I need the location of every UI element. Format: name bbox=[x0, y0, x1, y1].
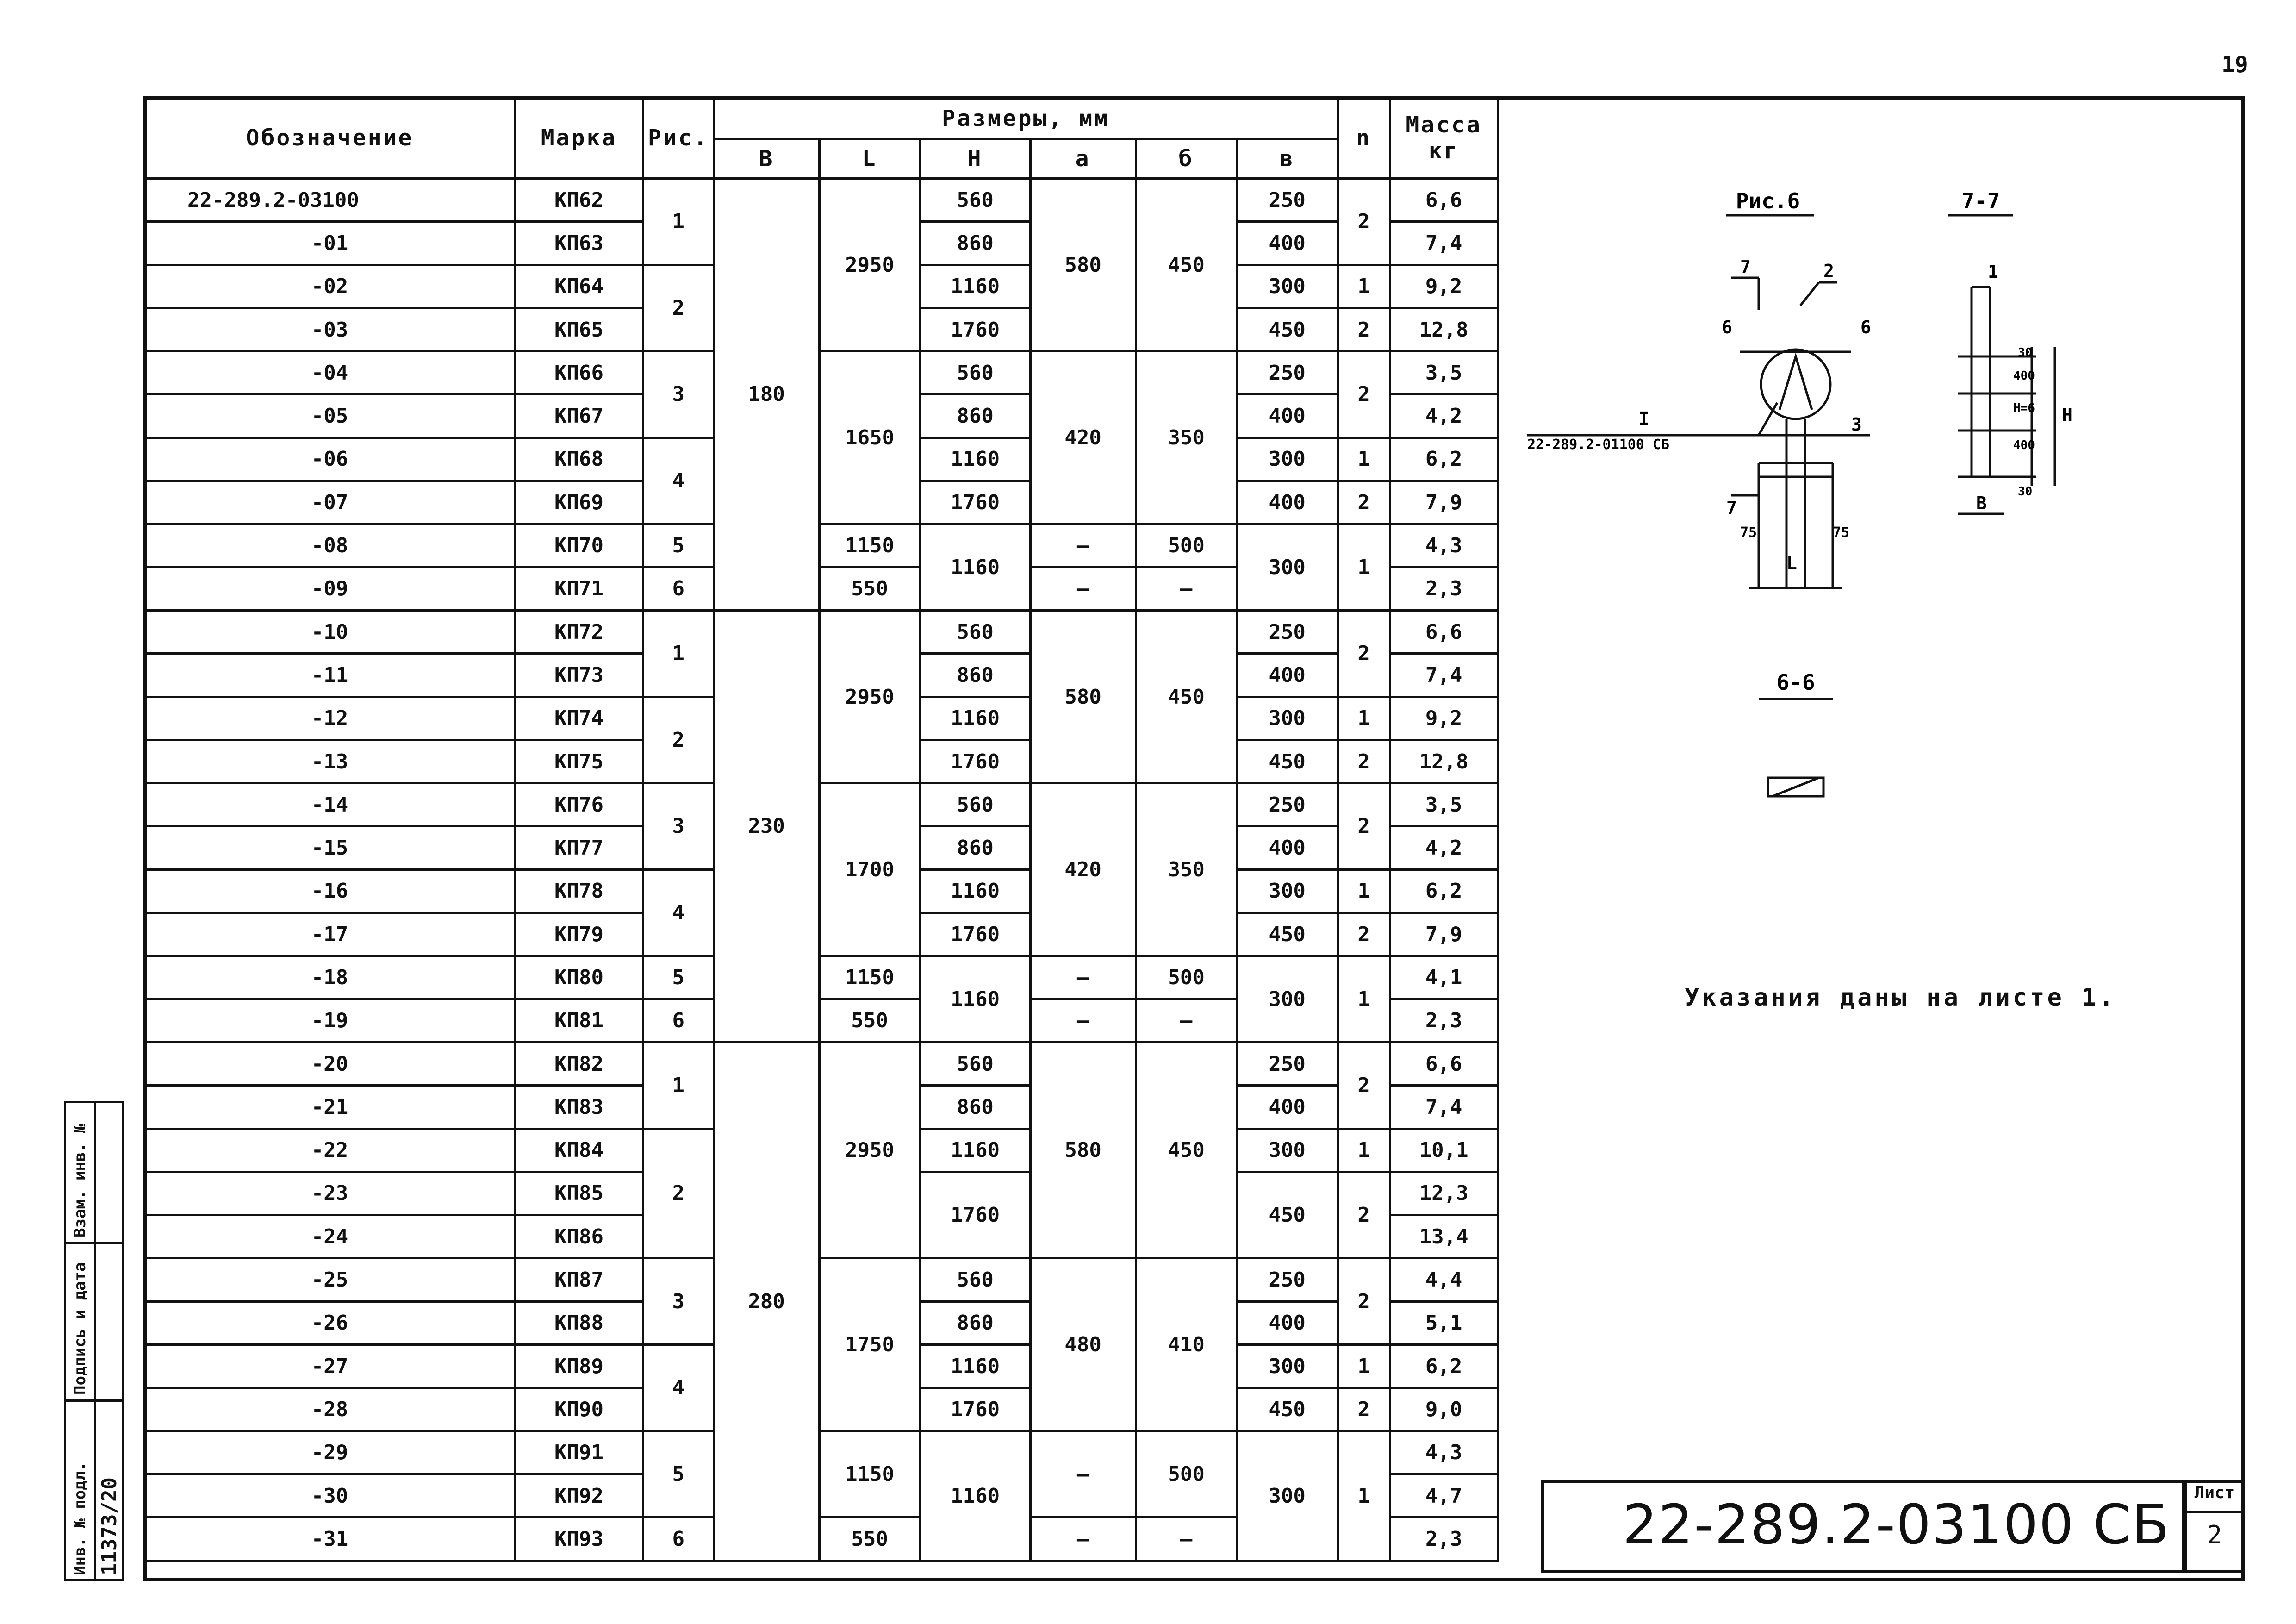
label-H: H bbox=[2062, 405, 2072, 425]
table-cell-a: — bbox=[1030, 1518, 1136, 1561]
header-designation: Обозначение bbox=[145, 98, 515, 179]
label-6: 6 bbox=[1722, 317, 1732, 337]
table-cell-designation: -13 bbox=[145, 740, 515, 783]
table-cell-H: 560 bbox=[920, 783, 1030, 826]
table-cell-fig: 6 bbox=[643, 999, 714, 1042]
table-cell-designation: 22-289.2-03100 bbox=[145, 179, 515, 222]
table-cell-v: 400 bbox=[1237, 1086, 1338, 1129]
table-cell-designation: -16 bbox=[145, 869, 515, 912]
table-cell-designation: -23 bbox=[145, 1172, 515, 1215]
table-cell-designation: -04 bbox=[145, 351, 515, 394]
table-cell-H: 1160 bbox=[920, 1431, 1030, 1561]
label-6b: 6 bbox=[1860, 317, 1871, 337]
table-cell-mass: 12,8 bbox=[1390, 308, 1498, 351]
table-cell-v: 250 bbox=[1237, 351, 1338, 394]
table-cell-mark: КП77 bbox=[515, 826, 643, 869]
table-cell-mass: 2,3 bbox=[1390, 567, 1498, 610]
table-cell-v: 450 bbox=[1237, 308, 1338, 351]
table-cell-mark: КП86 bbox=[515, 1215, 643, 1258]
table-cell-fig: 5 bbox=[643, 1431, 714, 1518]
label-7c: 7 bbox=[1726, 498, 1737, 518]
label-400-bot: 400 bbox=[2013, 438, 2035, 452]
table-cell-n: 2 bbox=[1338, 1172, 1390, 1258]
table-cell-H: 1760 bbox=[920, 1172, 1030, 1258]
table-cell-n: 2 bbox=[1338, 179, 1390, 265]
table-cell-mass: 3,5 bbox=[1390, 351, 1498, 394]
table-cell-v: 400 bbox=[1237, 1301, 1338, 1344]
table-cell-designation: -14 bbox=[145, 783, 515, 826]
table-cell-mark: КП69 bbox=[515, 481, 643, 524]
table-cell-B: 180 bbox=[714, 179, 819, 611]
table-cell-H: 1760 bbox=[920, 308, 1030, 351]
table-cell-designation: -06 bbox=[145, 437, 515, 481]
table-cell-designation: -20 bbox=[145, 1042, 515, 1085]
table-cell-b: 350 bbox=[1136, 351, 1237, 524]
table-cell-n: 2 bbox=[1338, 1258, 1390, 1345]
table-cell-v: 300 bbox=[1237, 437, 1338, 481]
fig-title: Рис.6 bbox=[1736, 188, 1800, 213]
table-cell-L: 2950 bbox=[819, 1042, 920, 1258]
table-cell-b: — bbox=[1136, 999, 1237, 1042]
table-cell-mass: 4,2 bbox=[1390, 826, 1498, 869]
table-cell-n: 2 bbox=[1338, 481, 1390, 524]
table-cell-fig: 4 bbox=[643, 437, 714, 524]
table-cell-mass: 6,2 bbox=[1390, 869, 1498, 912]
label-3: 3 bbox=[1851, 414, 1862, 435]
table-cell-mass: 7,9 bbox=[1390, 913, 1498, 956]
table-cell-H: 560 bbox=[920, 1042, 1030, 1085]
table-cell-b: 350 bbox=[1136, 783, 1237, 956]
fig6-main-view bbox=[1527, 278, 1870, 588]
table-cell-mark: КП71 bbox=[515, 567, 643, 610]
table-cell-mass: 6,2 bbox=[1390, 1345, 1498, 1388]
label-1: 1 bbox=[1988, 262, 1998, 282]
table-cell-n: 1 bbox=[1338, 265, 1390, 308]
table-cell-mass: 7,4 bbox=[1390, 654, 1498, 697]
document-code: 22-289.2-03100 СБ bbox=[1623, 1493, 2171, 1556]
header-v: в bbox=[1237, 139, 1338, 179]
table-cell-mass: 12,3 bbox=[1390, 1172, 1498, 1215]
table-cell-mass: 7,4 bbox=[1390, 1086, 1498, 1129]
table-cell-v: 450 bbox=[1237, 1172, 1338, 1258]
label-L: L bbox=[1786, 553, 1797, 574]
table-cell-fig: 6 bbox=[643, 567, 714, 610]
table-cell-mass: 4,3 bbox=[1390, 524, 1498, 567]
header-n: n bbox=[1338, 98, 1390, 179]
side-stamp-inv-label: Инв. № подл. bbox=[71, 1462, 89, 1575]
table-cell-designation: -29 bbox=[145, 1431, 515, 1474]
table-cell-H: 1760 bbox=[920, 740, 1030, 783]
table-cell-designation: -05 bbox=[145, 394, 515, 437]
table-cell-B: 280 bbox=[714, 1042, 819, 1561]
side-stamp-divider bbox=[66, 1242, 122, 1244]
table-cell-mark: КП84 bbox=[515, 1129, 643, 1172]
table-cell-designation: -25 bbox=[145, 1258, 515, 1301]
header-mass bbox=[1390, 98, 1498, 179]
table-cell-H: 1160 bbox=[920, 437, 1030, 481]
table-cell-designation: -10 bbox=[145, 610, 515, 653]
side-stamp-sign-label: Подпись и дата bbox=[71, 1262, 89, 1395]
table-cell-v: 400 bbox=[1237, 826, 1338, 869]
table-cell-designation: -30 bbox=[145, 1474, 515, 1517]
table-cell-H: 1160 bbox=[920, 697, 1030, 740]
header-dims: Размеры, мм bbox=[714, 98, 1338, 139]
table-cell-v: 450 bbox=[1237, 1388, 1338, 1431]
table-cell-designation: -18 bbox=[145, 956, 515, 999]
loop-triangle bbox=[1780, 356, 1812, 410]
table-cell-n: 1 bbox=[1338, 1345, 1390, 1388]
detail-drawing bbox=[1500, 171, 2171, 819]
table-cell-H: 1160 bbox=[920, 265, 1030, 308]
title-block bbox=[1541, 1480, 2184, 1573]
table-cell-mass: 3,5 bbox=[1390, 783, 1498, 826]
section-66-title: 6-6 bbox=[1776, 670, 1815, 695]
table-cell-n: 2 bbox=[1338, 1042, 1390, 1129]
table-cell-L: 2950 bbox=[819, 610, 920, 783]
table-cell-designation: -15 bbox=[145, 826, 515, 869]
table-cell-H: 1160 bbox=[920, 869, 1030, 912]
table-cell-mark: КП87 bbox=[515, 1258, 643, 1301]
header-b: б bbox=[1136, 139, 1237, 179]
table-cell-designation: -09 bbox=[145, 567, 515, 610]
table-cell-v: 400 bbox=[1237, 654, 1338, 697]
table-cell-mark: КП76 bbox=[515, 783, 643, 826]
table-cell-v: 300 bbox=[1237, 869, 1338, 912]
table-cell-v: 300 bbox=[1237, 524, 1338, 611]
table-cell-mass: 2,3 bbox=[1390, 1518, 1498, 1561]
table-cell-mass: 2,3 bbox=[1390, 999, 1498, 1042]
table-cell-a: 580 bbox=[1030, 179, 1136, 351]
table-cell-b: 500 bbox=[1136, 956, 1237, 999]
table-cell-mark: КП74 bbox=[515, 697, 643, 740]
table-cell-v: 450 bbox=[1237, 740, 1338, 783]
table-cell-v: 250 bbox=[1237, 1258, 1338, 1301]
table-cell-mark: КП70 bbox=[515, 524, 643, 567]
table-cell-a: — bbox=[1030, 1431, 1136, 1518]
section-66-view bbox=[1768, 778, 1823, 796]
table-cell-fig: 2 bbox=[643, 1129, 714, 1258]
table-cell-mark: КП81 bbox=[515, 999, 643, 1042]
sheet-box bbox=[2184, 1480, 2245, 1573]
table-cell-mass: 6,6 bbox=[1390, 1042, 1498, 1085]
table-cell-H: 560 bbox=[920, 179, 1030, 222]
header-H: H bbox=[920, 139, 1030, 179]
note-text: Указания даны на листе 1. bbox=[1685, 984, 2116, 1012]
table-cell-mark: КП64 bbox=[515, 265, 643, 308]
section-77-view bbox=[1958, 287, 2055, 514]
table-cell-fig: 3 bbox=[643, 783, 714, 870]
table-cell-designation: -21 bbox=[145, 1086, 515, 1129]
label-75-right: 75 bbox=[1833, 525, 1850, 541]
table-cell-a: — bbox=[1030, 999, 1136, 1042]
table-cell-designation: -22 bbox=[145, 1129, 515, 1172]
table-cell-mark: КП66 bbox=[515, 351, 643, 394]
header-fig: Рис. bbox=[643, 98, 714, 179]
table-cell-n: 1 bbox=[1338, 869, 1390, 912]
table-cell-v: 450 bbox=[1237, 913, 1338, 956]
table-cell-n: 2 bbox=[1338, 351, 1390, 438]
table-cell-H: 860 bbox=[920, 1301, 1030, 1344]
table-cell-H: 1760 bbox=[920, 913, 1030, 956]
table-cell-a: — bbox=[1030, 524, 1136, 567]
table-cell-fig: 1 bbox=[643, 179, 714, 265]
table-cell-mark: КП89 bbox=[515, 1345, 643, 1388]
table-cell-a: — bbox=[1030, 956, 1136, 999]
table-cell-L: 1150 bbox=[819, 956, 920, 999]
table-cell-mass: 10,1 bbox=[1390, 1129, 1498, 1172]
table-cell-a: 480 bbox=[1030, 1258, 1136, 1431]
table-cell-designation: -01 bbox=[145, 222, 515, 265]
side-stamp-replace-label: Взам. инв. № bbox=[71, 1124, 89, 1237]
table-cell-b: 450 bbox=[1136, 1042, 1237, 1258]
table-cell-L: 1700 bbox=[819, 783, 920, 956]
leader-2 bbox=[1800, 282, 1819, 306]
table-cell-mark: КП75 bbox=[515, 740, 643, 783]
table-cell-mass: 7,4 bbox=[1390, 222, 1498, 265]
table-cell-n: 2 bbox=[1338, 740, 1390, 783]
table-cell-v: 250 bbox=[1237, 783, 1338, 826]
table-cell-L: 550 bbox=[819, 567, 920, 610]
table-cell-mass: 13,4 bbox=[1390, 1215, 1498, 1258]
table-cell-mass: 4,4 bbox=[1390, 1258, 1498, 1301]
table-cell-fig: 4 bbox=[643, 869, 714, 956]
label-30-top: 30 bbox=[2018, 346, 2033, 360]
table-cell-mark: КП73 bbox=[515, 654, 643, 697]
table-cell-L: 550 bbox=[819, 1518, 920, 1561]
table-cell-H: 560 bbox=[920, 1258, 1030, 1301]
table-cell-mark: КП65 bbox=[515, 308, 643, 351]
table-cell-mass: 7,9 bbox=[1390, 481, 1498, 524]
specification-table bbox=[143, 96, 1499, 1562]
table-cell-a: 580 bbox=[1030, 610, 1136, 783]
table-cell-b: — bbox=[1136, 1518, 1237, 1561]
ref-text: 22-289.2-01100 СБ bbox=[1527, 437, 1670, 453]
label-2: 2 bbox=[1823, 261, 1834, 281]
table-cell-b: 450 bbox=[1136, 610, 1237, 783]
table-cell-designation: -08 bbox=[145, 524, 515, 567]
header-mark: Марка bbox=[515, 98, 643, 179]
table-cell-mark: КП93 bbox=[515, 1518, 643, 1561]
table-cell-b: — bbox=[1136, 567, 1237, 610]
table-cell-H: 860 bbox=[920, 222, 1030, 265]
label-7: 7 bbox=[1740, 257, 1751, 277]
table-cell-n: 2 bbox=[1338, 610, 1390, 697]
table-cell-designation: -03 bbox=[145, 308, 515, 351]
table-cell-v: 250 bbox=[1237, 1042, 1338, 1085]
table-cell-fig: 2 bbox=[643, 265, 714, 351]
table-cell-L: 550 bbox=[819, 999, 920, 1042]
table-cell-designation: -28 bbox=[145, 1388, 515, 1431]
table-cell-mark: КП79 bbox=[515, 913, 643, 956]
table-cell-designation: -26 bbox=[145, 1301, 515, 1344]
table-cell-v: 400 bbox=[1237, 394, 1338, 437]
table-cell-H: 1760 bbox=[920, 1388, 1030, 1431]
table-cell-mass: 5,1 bbox=[1390, 1301, 1498, 1344]
table-cell-designation: -31 bbox=[145, 1518, 515, 1561]
table-cell-mark: КП78 bbox=[515, 869, 643, 912]
table-cell-a: 420 bbox=[1030, 783, 1136, 956]
table-cell-n: 2 bbox=[1338, 1388, 1390, 1431]
table-cell-designation: -27 bbox=[145, 1345, 515, 1388]
label-h6: H=6 bbox=[2013, 401, 2035, 415]
leader-line-ref-tail bbox=[1759, 403, 1777, 435]
table-cell-n: 1 bbox=[1338, 956, 1390, 1043]
table-cell-v: 400 bbox=[1237, 481, 1338, 524]
header-mass-unit: кг bbox=[1428, 138, 1459, 164]
table-cell-n: 2 bbox=[1338, 913, 1390, 956]
table-cell-v: 250 bbox=[1237, 610, 1338, 653]
table-cell-b: 500 bbox=[1136, 1431, 1237, 1518]
table-cell-a: — bbox=[1030, 567, 1136, 610]
table-cell-mass: 9,2 bbox=[1390, 265, 1498, 308]
table-cell-a: 580 bbox=[1030, 1042, 1136, 1258]
table-cell-designation: -17 bbox=[145, 913, 515, 956]
table-cell-H: 560 bbox=[920, 351, 1030, 394]
table-cell-fig: 3 bbox=[643, 351, 714, 438]
table-cell-a: 420 bbox=[1030, 351, 1136, 524]
table-cell-designation: -07 bbox=[145, 481, 515, 524]
table-cell-mark: КП67 bbox=[515, 394, 643, 437]
table-cell-v: 400 bbox=[1237, 222, 1338, 265]
sheet-number: 2 bbox=[2207, 1520, 2222, 1549]
table-cell-L: 1150 bbox=[819, 524, 920, 567]
side-stamp-divider bbox=[66, 1399, 122, 1402]
header-a: a bbox=[1030, 139, 1136, 179]
table-cell-n: 1 bbox=[1338, 437, 1390, 481]
table-cell-H: 860 bbox=[920, 654, 1030, 697]
table-cell-mass: 4,1 bbox=[1390, 956, 1498, 999]
table-cell-mass: 4,7 bbox=[1390, 1474, 1498, 1517]
table-cell-b: 500 bbox=[1136, 524, 1237, 567]
table-cell-mark: КП82 bbox=[515, 1042, 643, 1085]
table-cell-mass: 6,6 bbox=[1390, 179, 1498, 222]
table-cell-H: 860 bbox=[920, 826, 1030, 869]
table-cell-n: 1 bbox=[1338, 697, 1390, 740]
table-cell-mass: 4,2 bbox=[1390, 394, 1498, 437]
table-cell-mark: КП62 bbox=[515, 179, 643, 222]
table-cell-mark: КП90 bbox=[515, 1388, 643, 1431]
table-cell-mass: 4,3 bbox=[1390, 1431, 1498, 1474]
table-cell-H: 1160 bbox=[920, 1129, 1030, 1172]
table-cell-mark: КП68 bbox=[515, 437, 643, 481]
table-cell-v: 300 bbox=[1237, 697, 1338, 740]
table-cell-v: 300 bbox=[1237, 1431, 1338, 1561]
table-cell-mark: КП80 bbox=[515, 956, 643, 999]
table-cell-H: 1160 bbox=[920, 956, 1030, 1043]
table-cell-fig: 6 bbox=[643, 1518, 714, 1561]
side-stamp bbox=[64, 1101, 124, 1581]
table-cell-mass: 9,0 bbox=[1390, 1388, 1498, 1431]
table-cell-H: 860 bbox=[920, 394, 1030, 437]
table-cell-b: 410 bbox=[1136, 1258, 1237, 1431]
table-cell-L: 1150 bbox=[819, 1431, 920, 1518]
table-cell-designation: -12 bbox=[145, 697, 515, 740]
table-cell-fig: 2 bbox=[643, 697, 714, 783]
table-cell-v: 300 bbox=[1237, 1129, 1338, 1172]
table-cell-fig: 5 bbox=[643, 956, 714, 999]
table-cell-fig: 3 bbox=[643, 1258, 714, 1345]
table-cell-mark: КП88 bbox=[515, 1301, 643, 1344]
header-B: B bbox=[714, 139, 819, 179]
header-L: L bbox=[819, 139, 920, 179]
table-cell-v: 300 bbox=[1237, 1345, 1338, 1388]
table-cell-mark: КП91 bbox=[515, 1431, 643, 1474]
ref-roman: I bbox=[1638, 408, 1650, 430]
table-cell-designation: -24 bbox=[145, 1215, 515, 1258]
table-cell-n: 2 bbox=[1338, 783, 1390, 870]
table-cell-fig: 5 bbox=[643, 524, 714, 567]
table-cell-designation: -11 bbox=[145, 654, 515, 697]
table-cell-n: 1 bbox=[1338, 1129, 1390, 1172]
table-cell-mass: 6,6 bbox=[1390, 610, 1498, 653]
label-B: B bbox=[1976, 493, 1987, 513]
table-cell-v: 300 bbox=[1237, 956, 1338, 1043]
table-cell-B: 230 bbox=[714, 610, 819, 1042]
header-mass-label: Масса bbox=[1406, 112, 1482, 138]
page-number: 19 bbox=[2221, 52, 2248, 78]
table-cell-fig: 1 bbox=[643, 1042, 714, 1129]
table-cell-designation: -19 bbox=[145, 999, 515, 1042]
table-cell-mark: КП63 bbox=[515, 222, 643, 265]
table-cell-H: 1760 bbox=[920, 481, 1030, 524]
table-cell-fig: 4 bbox=[643, 1345, 714, 1431]
label-400-top: 400 bbox=[2013, 369, 2035, 383]
table-cell-H: 1160 bbox=[920, 1345, 1030, 1388]
table-cell-H: 560 bbox=[920, 610, 1030, 653]
label-75-left: 75 bbox=[1740, 525, 1757, 541]
table-cell-n: 2 bbox=[1338, 308, 1390, 351]
table-cell-L: 1750 bbox=[819, 1258, 920, 1431]
table-cell-v: 300 bbox=[1237, 265, 1338, 308]
table-cell-v: 250 bbox=[1237, 179, 1338, 222]
table-cell-L: 2950 bbox=[819, 179, 920, 351]
table-cell-mark: КП92 bbox=[515, 1474, 643, 1517]
section-77-title: 7-7 bbox=[1961, 188, 2000, 213]
table-cell-b: 450 bbox=[1136, 179, 1237, 351]
label-30-bot: 30 bbox=[2018, 485, 2033, 499]
side-stamp-inv-value: 11373/20 bbox=[98, 1477, 121, 1575]
table-cell-mark: КП72 bbox=[515, 610, 643, 653]
sheet-label: Лист bbox=[2187, 1483, 2242, 1513]
table-cell-H: 1160 bbox=[920, 524, 1030, 611]
table-cell-n: 1 bbox=[1338, 524, 1390, 611]
table-cell-n: 1 bbox=[1338, 1431, 1390, 1561]
table-cell-mass: 12,8 bbox=[1390, 740, 1498, 783]
table-cell-designation: -02 bbox=[145, 265, 515, 308]
table-cell-mark: КП85 bbox=[515, 1172, 643, 1215]
table-cell-mass: 9,2 bbox=[1390, 697, 1498, 740]
table-cell-mass: 6,2 bbox=[1390, 437, 1498, 481]
table-cell-H: 860 bbox=[920, 1086, 1030, 1129]
table-cell-mark: КП83 bbox=[515, 1086, 643, 1129]
table-cell-fig: 1 bbox=[643, 610, 714, 697]
table-cell-L: 1650 bbox=[819, 351, 920, 524]
section-66-diagonal bbox=[1773, 778, 1819, 796]
